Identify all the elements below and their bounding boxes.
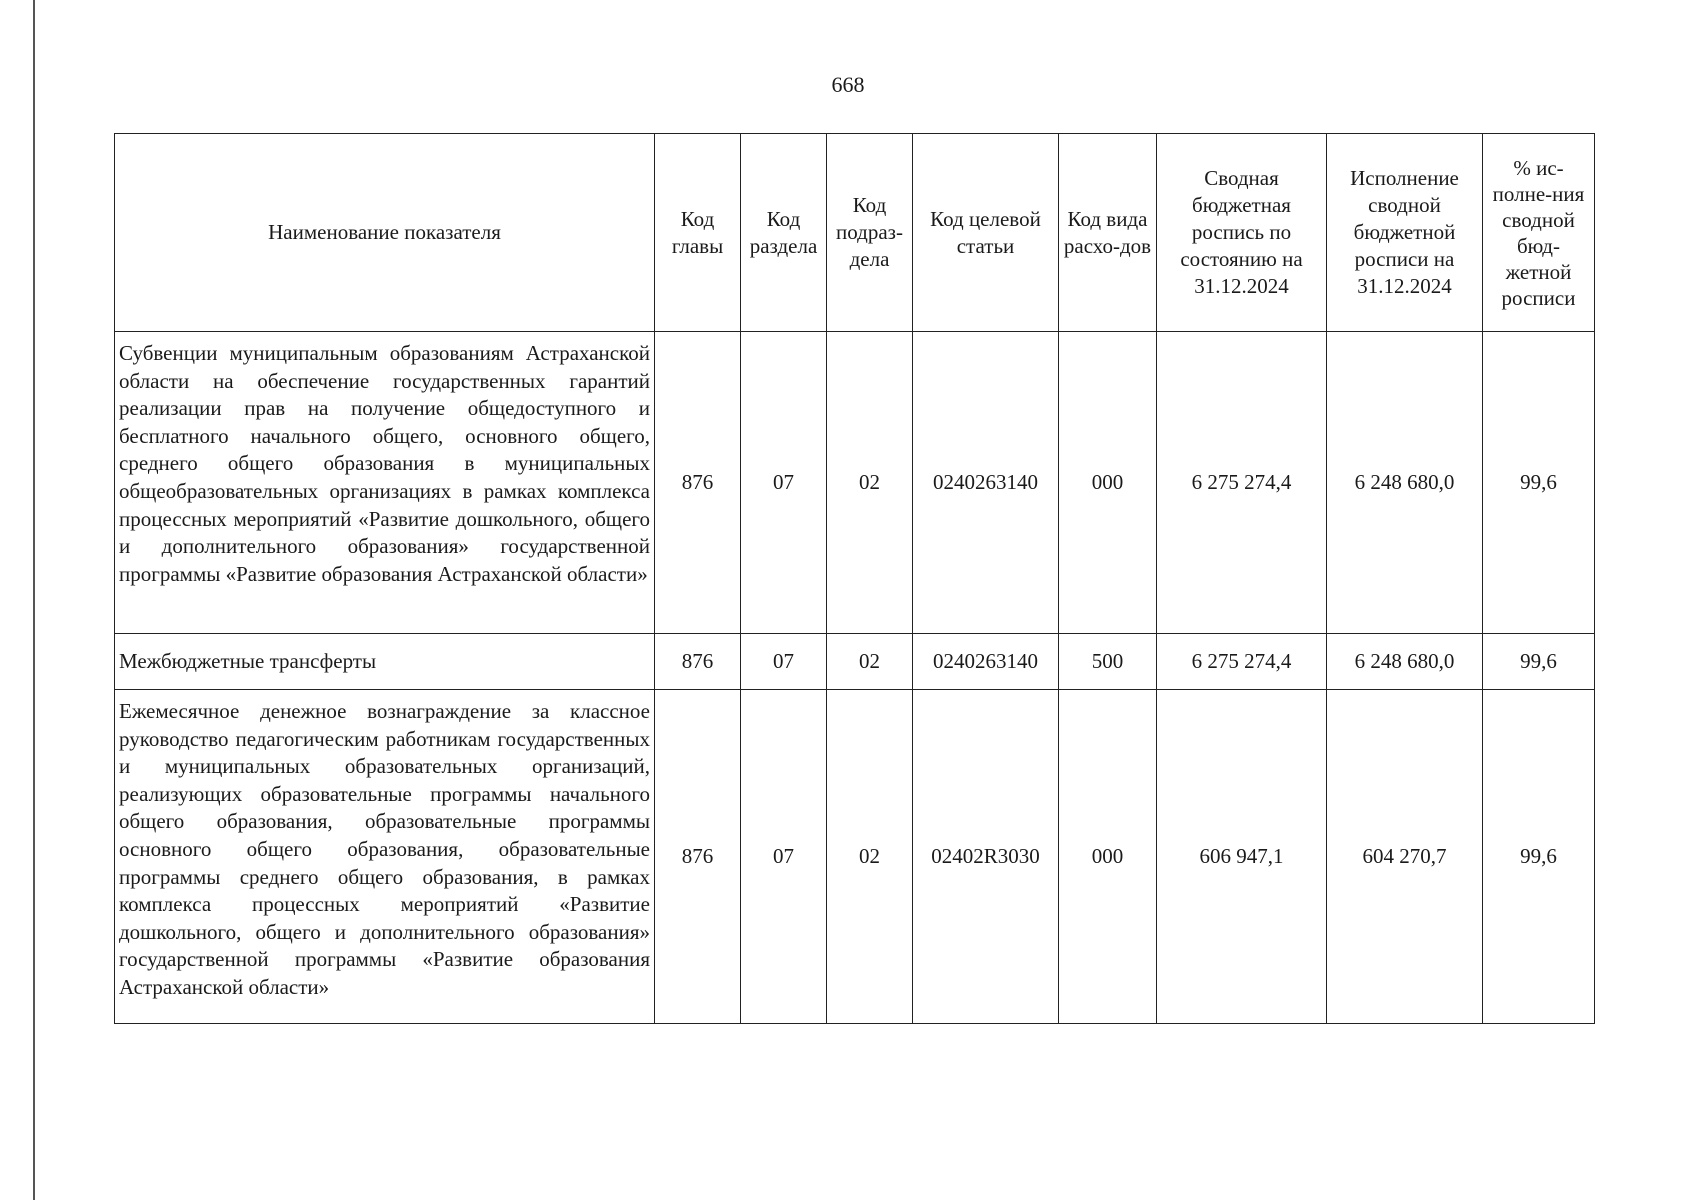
- row-ispolnenie: 604 270,7: [1327, 690, 1483, 1024]
- row-glava: 876: [655, 690, 741, 1024]
- row-vid: 000: [1059, 690, 1157, 1024]
- row-name: Ежемесячное денежное вознаграждение за классное руководство педагогическим работникам государственных и муниципальных образовательных организаций, реализующих образовательные программы начального общего образования, образовательные программы основного общего образования, образовательные программы среднего общего образования, в рамках комплекса процессных мероприятий «Развитие дошкольного, общего и дополнительного образования» государственной программы «Развитие образования Астраханской области»: [115, 690, 655, 1024]
- page-number: 668: [831, 72, 865, 97]
- header-razdel: Код раздела: [741, 134, 827, 332]
- row-podrazdel: 02: [827, 634, 913, 690]
- table-row: [115, 690, 1595, 1024]
- row-percent: 99,6: [1483, 690, 1595, 1024]
- row-ispolnenie: 6 248 680,0: [1327, 332, 1483, 634]
- row-percent: 99,6: [1483, 332, 1595, 634]
- row-podrazdel: 02: [827, 690, 913, 1024]
- table-header-row: [115, 134, 1595, 332]
- row-glava: 876: [655, 332, 741, 634]
- budget-execution-table: [114, 133, 1595, 1024]
- header-name: Наименование показателя: [115, 134, 655, 332]
- header-percent: % ис-полне-ния сводной бюд-жетной росписи: [1483, 134, 1595, 332]
- row-rospis: 6 275 274,4: [1157, 332, 1327, 634]
- header-glava: Код главы: [655, 134, 741, 332]
- row-rospis: 606 947,1: [1157, 690, 1327, 1024]
- row-vid: 000: [1059, 332, 1157, 634]
- row-razdel: 07: [741, 332, 827, 634]
- row-name: Межбюджетные трансферты: [115, 634, 655, 690]
- header-rospis: Сводная бюджетная роспись по состоянию на 31.12.2024: [1157, 134, 1327, 332]
- row-celevaya: 02402R3030: [913, 690, 1059, 1024]
- table-row: [115, 634, 1595, 690]
- header-vid: Код вида расхо-дов: [1059, 134, 1157, 332]
- header-celevaya: Код целевой статьи: [913, 134, 1059, 332]
- header-ispolnenie: Исполнение сводной бюджетной росписи на 31.12.2024: [1327, 134, 1483, 332]
- row-name: Субвенции муниципальным образованиям Астраханской области на обеспечение государственных гарантий реализации прав на получение общедоступного и бесплатного начального общего, основного общего, среднего общего образования в муниципальных общеобразовательных организациях в рамках комплекса процессных мероприятий «Развитие дошкольного, общего и дополнительного образования» государственной программы «Развитие образования Астраханской области»: [115, 332, 655, 634]
- row-ispolnenie: 6 248 680,0: [1327, 634, 1483, 690]
- row-glava: 876: [655, 634, 741, 690]
- row-percent: 99,6: [1483, 634, 1595, 690]
- header-podrazdel: Код подраз-дела: [827, 134, 913, 332]
- row-razdel: 07: [741, 690, 827, 1024]
- row-celevaya: 0240263140: [913, 634, 1059, 690]
- row-razdel: 07: [741, 634, 827, 690]
- row-podrazdel: 02: [827, 332, 913, 634]
- page-edge-line: [33, 0, 35, 1200]
- table-row: [115, 332, 1595, 634]
- row-rospis: 6 275 274,4: [1157, 634, 1327, 690]
- row-celevaya: 0240263140: [913, 332, 1059, 634]
- row-vid: 500: [1059, 634, 1157, 690]
